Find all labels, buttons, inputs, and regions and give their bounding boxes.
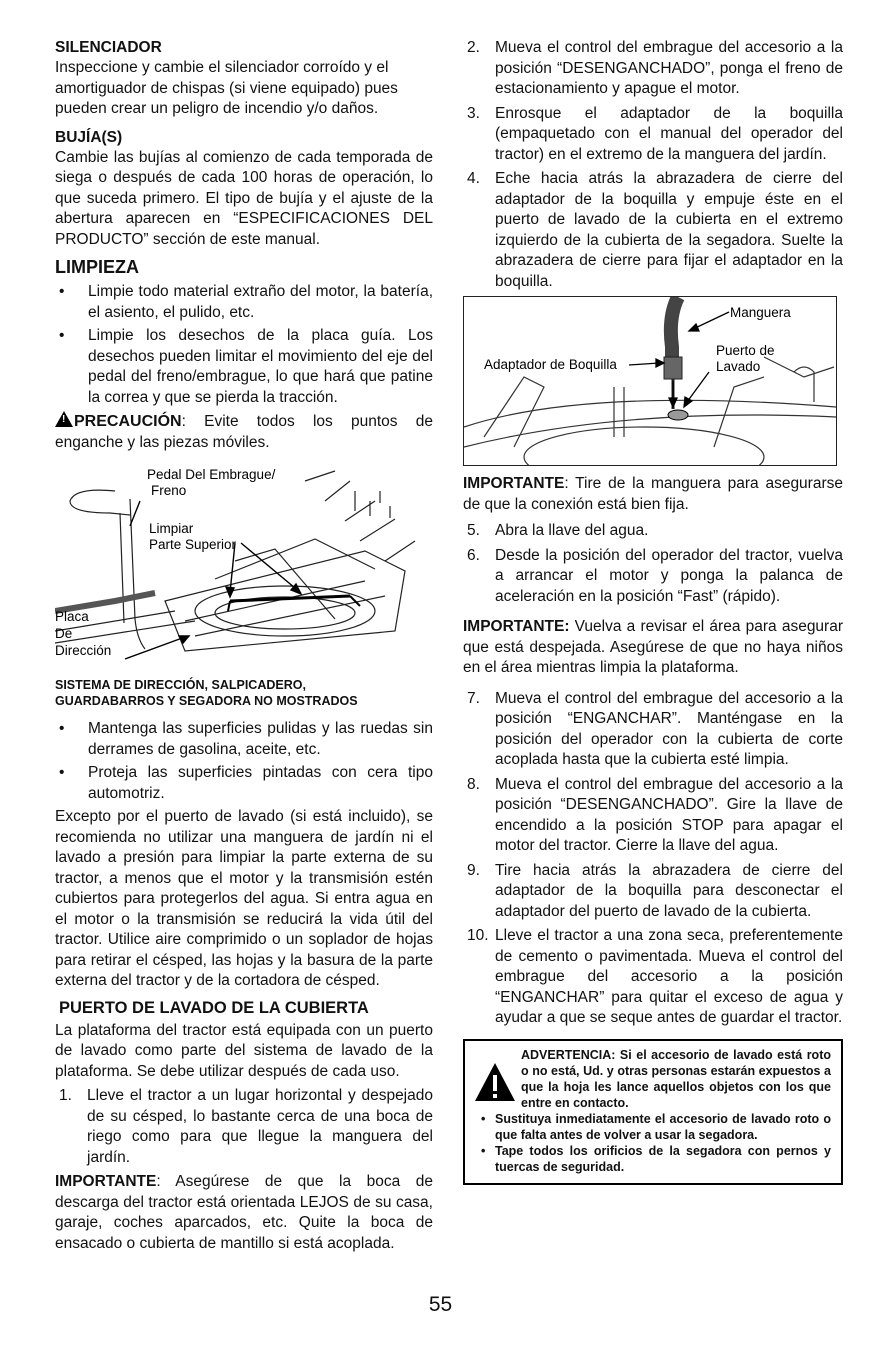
label-direccion: Dirección: [55, 643, 112, 658]
list-item: • Limpie los desechos de la placa guía. Los desechos pueden limitar el movimiento del eje del pedal del freno/embrague, lo que hará que patine la correa y que se pierda la tracción.: [59, 327, 433, 406]
warning-icon: !: [55, 411, 73, 427]
importante-note-1: IMPORTANTE: Asegúrese de que la boca de descarga del tractor está orientada LEJOS de su casa, garaje, coches aparcados, etc. Quite la boca de ensacado o cubierta de mantillo si está acoplada.: [55, 1173, 433, 1252]
precaucion-note: ! PRECAUCIÓN: Evite todos los puntos de enganche y las piezas móviles.: [55, 413, 433, 451]
steps-7-10: [463, 689, 843, 1029]
figure-caption: SISTEMA DE DIRECCIÓN, SALPICADERO, GUARDABARROS Y SEGADORA NO MOSTRADOS: [55, 678, 358, 708]
silenciador-heading: SILENCIADOR: [55, 39, 162, 56]
page-number: 55: [428, 1293, 453, 1316]
limpieza-heading: LIMPIEZA: [55, 257, 139, 277]
label-pedal: Pedal Del Embrague/: [147, 467, 276, 482]
label-freno: Freno: [151, 483, 187, 498]
list-item: 9. Tire hacia atrás la abrazadera de cierre del adaptador de la boquilla para desconectar el adaptador del puerto de lavado de la cubierta.: [467, 861, 843, 920]
right-column: [463, 38, 843, 1185]
steering-plate-illustration: [55, 461, 433, 671]
advertencia-content: [481, 1047, 831, 1175]
steering-plate-figure: [55, 461, 433, 671]
list-item: 6. Desde la posición del operador del tractor, vuelva a arrancar el motor y ponga la palanca de aceleración en la posición “Fast” (rápido).: [467, 546, 843, 605]
list-item: • Sustituya inmediatamente el accesorio de lavado roto o que falta antes de volver a usar la segadora.: [481, 1111, 831, 1142]
wash-port-illustration: [464, 297, 836, 465]
surfaces-list: [55, 719, 433, 804]
left-column: [55, 38, 433, 1260]
warning-icon: [473, 1061, 521, 1107]
label-de: De: [55, 626, 73, 641]
steps-5-6: [463, 521, 843, 607]
silenciador-text: Inspeccione y cambie el silenciador corroído y el amortiguador de chispas (si viene equipado) pues pueden crear un peligro de incendio y/o daños.: [55, 59, 398, 117]
list-item: • Tape todos los orificios de la segadora con pernos y tuercas de seguridad.: [481, 1143, 831, 1174]
steps-2-4: [463, 38, 843, 292]
importante-note-2: IMPORTANTE: Tire de la manguera para asegurarse de que la conexión está bien fija.: [463, 475, 843, 513]
list-item: 1. Lleve el tractor a un lugar horizontal y despejado de su césped, lo bastante cerca de una boca de riego como para que llegue la manguera del jardín.: [59, 1087, 433, 1166]
label-placa: Placa: [55, 609, 89, 624]
puerto-text: La plataforma del tractor está equipada con un puerto de lavado como parte del sistema de lavado de la plataforma. Se debe utilizar después de cada uso.: [55, 1021, 433, 1080]
advertencia-text: ADVERTENCIA: Si el accesorio de lavado está roto o no está, Ud. y otras personas estarán expuestos a que la hoja les lance aquellos objetos con los que entre en contacto.: [521, 1047, 831, 1110]
excepto-paragraph: Excepto por el puerto de lavado (si está incluido), se recomienda no utilizar una manguera de jardín ni el lavado a presión para limpiar la parte externa de su tractor, a menos que el motor y la transmisión estén cubiertos para protegerlos del agua. Si entra agua en el motor o la transmisión se reducirá la vida útil del tractor. Utilice aire comprimido o un soplador de hojas para retirar el césped, las hojas y la basura de la parte externa del tractor y de la cortadora de césped.: [55, 808, 433, 989]
importante-note-3: IMPORTANTE: Vuelva a revisar el área para asegurar que está despejada. Asegúrese de que no haya niños en el área mientras limpia la plataforma.: [463, 618, 843, 676]
puerto-heading: PUERTO DE LAVADO DE LA CUBIERTA: [59, 998, 369, 1017]
puerto-steps: [55, 1086, 433, 1168]
advertencia-list: [481, 1111, 831, 1175]
list-item: • Mantenga las superficies pulidas y las ruedas sin derrames de gasolina, aceite, etc.: [59, 720, 433, 758]
list-item: 10. Lleve el tractor a una zona seca, preferentemente de cemento o pavimentada. Mueva el control del embrague del accesorio a la posición “ENGANCHAR” para quitar el exceso de agua y ayudar a que se seque antes de guardar el tractor.: [467, 927, 843, 1026]
label-limpiar: Limpiar: [149, 521, 194, 536]
list-item: 5. Abra la llave del agua.: [467, 522, 649, 539]
bujias-text: Cambie las bujías al comienzo de cada temporada de siega o después de cada 100 horas de operación, lo que suceda primero. El tipo de bujía y el ajuste de la abertura aparecen en “ESPECIFICACIONES DEL PRODUCTO” sección de este manual.: [55, 148, 433, 248]
label-puerto: Puerto de: [716, 343, 775, 358]
list-item: 2. Mueva el control del embrague del accesorio a la posición “DESENGANCHADO”, ponga el freno de estacionamiento y apague el motor.: [467, 39, 843, 97]
list-item: 8. Mueva el control del embrague del accesorio a la posición “DESENGANCHADO”. Gire la llave de encendido a la posición STOP para apagar el motor del tractor. Cierre la llave del agua.: [467, 775, 843, 854]
list-item: • Proteja las superficies pintadas con cera tipo automotriz.: [59, 764, 433, 802]
label-adaptador: Adaptador de Boquilla: [484, 357, 617, 372]
advertencia-box: [463, 1039, 843, 1185]
wash-port-figure: [463, 296, 837, 466]
list-item: 3. Enrosque el adaptador de la boquilla (empaquetado con el manual del operador del tractor) en el extremo de la manguera del jardín.: [467, 104, 843, 163]
bujias-heading: BUJÍA(S): [55, 128, 123, 146]
list-item: 4. Eche hacia atrás la abrazadera de cierre del adaptador de la boquilla y empuje éste en el puerto de lavado de la cubierta en el extremo izquierdo de la cubierta de la segadora. Suelte la abrazadera de cierre para fijar el adaptador en la boquilla.: [467, 170, 843, 290]
label-manguera: Manguera: [730, 305, 791, 320]
label-lavado: Lavado: [716, 359, 761, 374]
list-item: • Limpie todo material extraño del motor, la batería, el asiento, el pulido, etc.: [59, 283, 433, 321]
label-parte-superior: Parte Superior: [149, 537, 237, 552]
list-item: 7. Mueva el control del embrague del accesorio a la posición “ENGANCHAR”. Manténgase en la posición del operador con la cubierta de corte acoplada hasta que la cubierta esté limpia.: [467, 689, 843, 768]
limpieza-list: [55, 282, 433, 408]
